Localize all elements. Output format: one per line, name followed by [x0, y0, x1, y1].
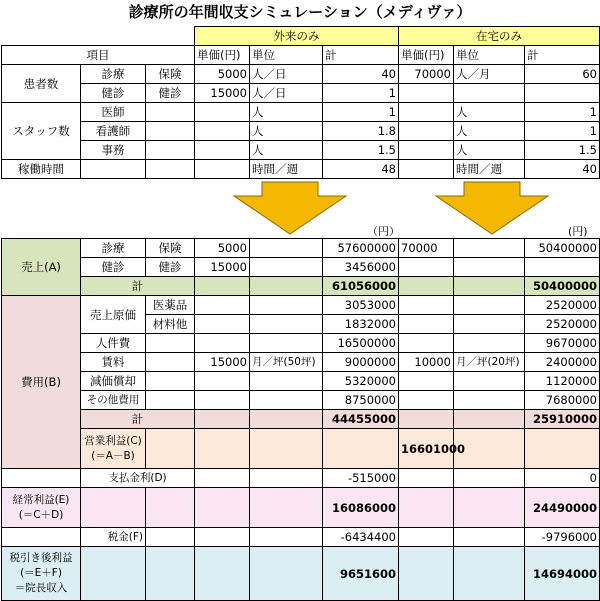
- down-arrow-icon: [436, 182, 548, 234]
- consult-label: 診療: [81, 239, 146, 258]
- cell: 時間／週: [250, 160, 323, 179]
- cell: 人: [454, 141, 525, 160]
- operating-profit-label: [81, 429, 146, 469]
- rent-label: 賃料: [81, 353, 146, 372]
- cell: 5000: [195, 65, 250, 84]
- net-profit-label-3: ＝院長収入: [14, 582, 68, 594]
- item-header: 項目: [2, 46, 195, 65]
- cell: 9670000: [525, 334, 600, 353]
- arrows: [0, 182, 600, 238]
- personnel-label: 人件費: [81, 334, 146, 353]
- net-profit-label-1: 税引き後利益: [9, 552, 73, 564]
- cell: 人: [250, 122, 323, 141]
- consult-label: 診療: [81, 65, 146, 84]
- total-header: 計: [525, 46, 600, 65]
- cell: 48: [323, 160, 399, 179]
- cell: 15000: [195, 353, 250, 372]
- other-cost-label: その他費用: [81, 391, 146, 410]
- cell: 44455000: [323, 410, 399, 429]
- scenario-outpatient-header: 外来のみ: [195, 27, 399, 46]
- cogs-label: 売上原価: [81, 296, 146, 334]
- cell: 40: [323, 65, 399, 84]
- cell: 15000: [195, 258, 250, 277]
- checkup-label: 健診: [81, 84, 146, 103]
- cell: 57600000: [323, 239, 399, 258]
- cell: -6434400: [323, 528, 399, 547]
- insurance-label: 保険: [146, 65, 195, 84]
- cell: 16500000: [323, 334, 399, 353]
- operating-profit-label-1: 営業利益(C): [84, 434, 142, 447]
- cell: 1.5: [525, 141, 600, 160]
- cell: 2520000: [525, 296, 600, 315]
- cost-label: 費用(B): [2, 296, 81, 469]
- ordinary-profit-label-2: (＝C＋D): [18, 508, 64, 521]
- net-profit-label: [2, 547, 81, 601]
- checkup-type-label: 健診: [146, 84, 195, 103]
- cell: 3053000: [323, 296, 399, 315]
- cell: 16601000: [399, 429, 454, 469]
- cell: -515000: [323, 469, 399, 488]
- clerk-label: 事務: [81, 141, 146, 160]
- cell: 1: [323, 103, 399, 122]
- cell: 1.5: [323, 141, 399, 160]
- assumptions-table: [1, 26, 600, 179]
- ordinary-profit-label: [2, 488, 81, 528]
- cell: 25910000: [525, 410, 600, 429]
- scenario-home-header: 在宅のみ: [399, 27, 600, 46]
- cell: 24490000: [525, 488, 600, 528]
- cell: 50400000: [525, 277, 600, 296]
- total-header: 計: [323, 46, 399, 65]
- sales-label: 売上(A): [2, 239, 81, 296]
- cell: 人／月: [454, 65, 525, 84]
- cell: 月／坪(20坪): [454, 353, 525, 372]
- cell: 1: [323, 84, 399, 103]
- checkup-label: 健診: [81, 258, 146, 277]
- sales-sum-label: 計: [81, 277, 195, 296]
- yen-note: (円): [568, 225, 588, 238]
- cell: 5000: [195, 239, 250, 258]
- yen-note: （円）: [367, 225, 400, 238]
- operating-profit-label-2: (＝A－B): [91, 449, 135, 462]
- cell: 月／坪(50坪): [250, 353, 323, 372]
- cost-sum-label: 計: [81, 410, 195, 429]
- cell: 人: [250, 103, 323, 122]
- cell: 人: [250, 141, 323, 160]
- cell: 1.8: [323, 122, 399, 141]
- cell: 50400000: [525, 239, 600, 258]
- cell: 1: [525, 103, 600, 122]
- pl-table: [1, 238, 600, 601]
- cell: 7680000: [525, 391, 600, 410]
- cell: -9796000: [525, 528, 600, 547]
- cell: 時間／週: [454, 160, 525, 179]
- cell: 1120000: [525, 372, 600, 391]
- cell: 15000: [195, 84, 250, 103]
- net-profit-label-2: (＝E＋F): [20, 567, 62, 579]
- depreciation-label: 減価償却: [81, 372, 146, 391]
- tax-label: 税金(F): [81, 528, 146, 547]
- cell: 人／日: [250, 65, 323, 84]
- nurse-label: 看護師: [81, 122, 146, 141]
- price-header: 単価(円): [399, 46, 454, 65]
- cell: 1832000: [323, 315, 399, 334]
- cell: 60: [525, 65, 600, 84]
- cell: 16086000: [323, 488, 399, 528]
- page-title: 診療所の年間収支シミュレーション（メディヴァ）: [128, 3, 472, 21]
- unit-header: 単位: [250, 46, 323, 65]
- cell: 人: [454, 103, 525, 122]
- cell: 70000: [399, 239, 454, 258]
- cell: 70000: [399, 65, 454, 84]
- cell: 14694000: [525, 547, 600, 601]
- drugs-label: 医薬品: [146, 296, 195, 315]
- cell: 1: [525, 122, 600, 141]
- ordinary-profit-label-1: 経常利益(E): [12, 493, 70, 506]
- cell: 40: [525, 160, 600, 179]
- doctor-label: 医師: [81, 103, 146, 122]
- cell: 9651600: [323, 547, 399, 601]
- unit-header: 単位: [454, 46, 525, 65]
- cell: 61056000: [323, 277, 399, 296]
- interest-label: 支払金利(D): [81, 469, 195, 488]
- cell: 8750000: [323, 391, 399, 410]
- price-header: 単価(円): [195, 46, 250, 65]
- down-arrow-icon: [234, 182, 346, 234]
- hours-label: 稼働時間: [2, 160, 81, 179]
- cell: 人／日: [250, 84, 323, 103]
- cell: 2520000: [525, 315, 600, 334]
- cell: 3456000: [323, 258, 399, 277]
- checkup-type-label: 健診: [146, 258, 195, 277]
- cell: 10000: [399, 353, 454, 372]
- cell: 2400000: [525, 353, 600, 372]
- cell: 5320000: [323, 372, 399, 391]
- cell: 人: [454, 122, 525, 141]
- cell: 0: [525, 469, 600, 488]
- materials-label: 材料他: [146, 315, 195, 334]
- cell: 9000000: [323, 353, 399, 372]
- insurance-label: 保険: [146, 239, 195, 258]
- patients-label: 患者数: [2, 65, 81, 103]
- staff-label: スタッフ数: [2, 103, 81, 160]
